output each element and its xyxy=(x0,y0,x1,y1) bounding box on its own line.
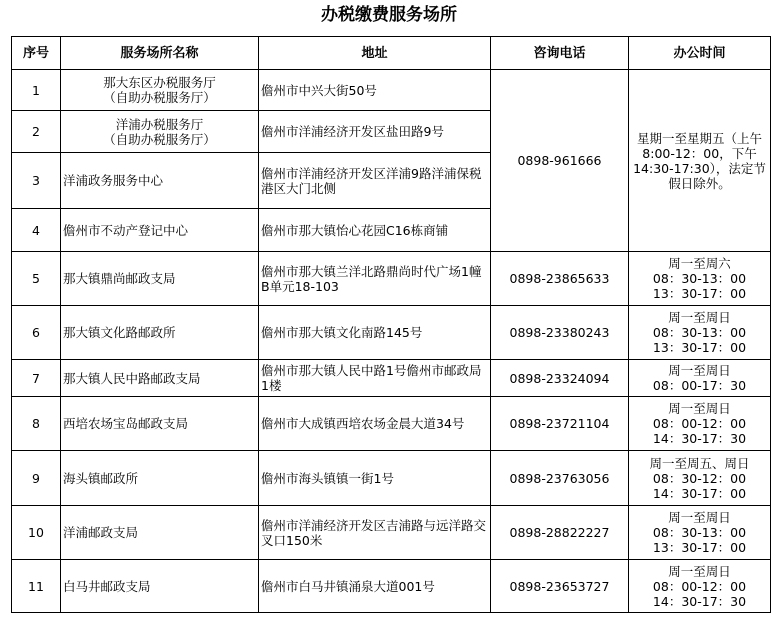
row-index: 8 xyxy=(12,397,61,451)
table-row xyxy=(12,252,771,306)
row-name: 儋州市不动产登记中心 xyxy=(61,209,259,252)
row-address: 儋州市海头镇镇一街1号 xyxy=(259,451,491,506)
row-hours: 周一至周日 08：30-13：00 13：30-17：00 xyxy=(629,306,771,360)
row-phone: 0898-23380243 xyxy=(491,306,629,360)
row-index: 3 xyxy=(12,153,61,209)
table-row xyxy=(12,306,771,360)
row-name: 那大镇鼎尚邮政支局 xyxy=(61,252,259,306)
row-index: 1 xyxy=(12,70,61,111)
row-phone: 0898-23324094 xyxy=(491,360,629,397)
row-index: 2 xyxy=(12,111,61,153)
header-phone: 咨询电话 xyxy=(491,37,629,70)
table-row xyxy=(12,560,771,613)
row-address: 儋州市洋浦经济开发区洋浦9路洋浦保税港区大门北侧 xyxy=(259,153,491,209)
table-row xyxy=(12,506,771,560)
shared-hours: 星期一至星期五（上午8:00-12：00，下午14:30-17:30），法定节假日除外。 xyxy=(629,70,771,252)
row-address: 儋州市中兴大街50号 xyxy=(259,70,491,111)
shared-phone: 0898-961666 xyxy=(491,70,629,252)
row-index: 9 xyxy=(12,451,61,506)
page-title: 办税缴费服务场所 xyxy=(321,5,457,25)
row-address: 儋州市大成镇西培农场金晨大道34号 xyxy=(259,397,491,451)
row-phone: 0898-23865633 xyxy=(491,252,629,306)
row-index: 7 xyxy=(12,360,61,397)
row-address: 儋州市洋浦经济开发区吉浦路与远洋路交叉口150米 xyxy=(259,506,491,560)
header-index: 序号 xyxy=(12,37,61,70)
row-hours: 周一至周五、周日 08：30-12：00 14：30-17：00 xyxy=(629,451,771,506)
table-row xyxy=(12,397,771,451)
row-index: 10 xyxy=(12,506,61,560)
row-index: 11 xyxy=(12,560,61,613)
row-index: 5 xyxy=(12,252,61,306)
row-hours: 周一至周日 08：00-12：00 14：30-17：30 xyxy=(629,397,771,451)
table-row xyxy=(12,451,771,506)
row-index: 6 xyxy=(12,306,61,360)
row-phone: 0898-23763056 xyxy=(491,451,629,506)
row-name: 海头镇邮政所 xyxy=(61,451,259,506)
row-hours: 周一至周六 08：30-13：00 13：30-17：00 xyxy=(629,252,771,306)
table-row xyxy=(12,360,771,397)
row-address: 儋州市那大镇文化南路145号 xyxy=(259,306,491,360)
table-header-row xyxy=(12,37,771,70)
row-name: 洋浦办税服务厅 （自助办税服务厅） xyxy=(61,111,259,153)
row-name: 洋浦邮政支局 xyxy=(61,506,259,560)
row-phone: 0898-23653727 xyxy=(491,560,629,613)
row-address: 儋州市洋浦经济开发区盐田路9号 xyxy=(259,111,491,153)
row-name: 那大东区办税服务厅 （自助办税服务厅） xyxy=(61,70,259,111)
header-name: 服务场所名称 xyxy=(61,37,259,70)
row-name: 洋浦政务服务中心 xyxy=(61,153,259,209)
header-hours: 办公时间 xyxy=(629,37,771,70)
table-row xyxy=(12,70,771,111)
row-name: 那大镇人民中路邮政支局 xyxy=(61,360,259,397)
row-phone: 0898-23721104 xyxy=(491,397,629,451)
row-index: 4 xyxy=(12,209,61,252)
row-name: 白马井邮政支局 xyxy=(61,560,259,613)
row-name: 那大镇文化路邮政所 xyxy=(61,306,259,360)
row-address: 儋州市白马井镇涌泉大道001号 xyxy=(259,560,491,613)
row-name: 西培农场宝岛邮政支局 xyxy=(61,397,259,451)
row-hours: 周一至周日 08：30-13：00 13：30-17：00 xyxy=(629,506,771,560)
row-address: 儋州市那大镇人民中路1号儋州市邮政局1楼 xyxy=(259,360,491,397)
row-phone: 0898-28822227 xyxy=(491,506,629,560)
row-address: 儋州市那大镇兰洋北路鼎尚时代广场1幢B单元18-103 xyxy=(259,252,491,306)
row-hours: 周一至周日 08：00-17：30 xyxy=(629,360,771,397)
header-address: 地址 xyxy=(259,37,491,70)
row-address: 儋州市那大镇怡心花园C16栋商铺 xyxy=(259,209,491,252)
service-locations-table xyxy=(11,36,771,613)
row-hours: 周一至周日 08：00-12：00 14：30-17：30 xyxy=(629,560,771,613)
